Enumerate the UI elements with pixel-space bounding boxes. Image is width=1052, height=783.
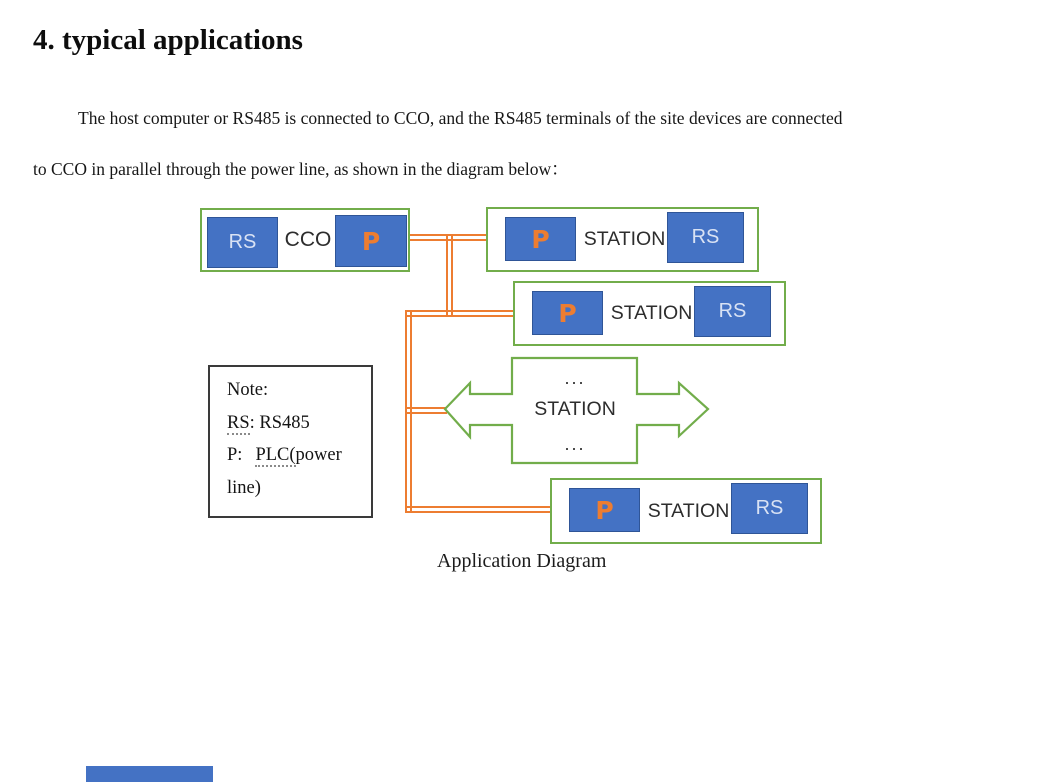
footer-accent-bar	[86, 766, 213, 782]
connector-to-station2	[405, 310, 515, 317]
diagram-caption: Application Diagram	[437, 550, 607, 572]
connector-to-arrow	[405, 407, 447, 414]
connector-trunk-upper	[446, 234, 453, 316]
note-rs-definition: : RS485	[249, 412, 310, 433]
note-last-line: line)	[227, 477, 261, 498]
note-rs-line	[227, 407, 371, 440]
station2-p-chip-label: P	[558, 298, 577, 328]
station2-plc-chip	[532, 291, 603, 335]
station2-rs-chip-label: RS	[718, 300, 747, 322]
more-stations-dots-bottom: ...	[564, 434, 586, 454]
station-box-2	[513, 281, 786, 346]
station3-plc-chip	[569, 488, 640, 532]
note-plc-rest: power	[295, 445, 342, 465]
note-rs-term: RS	[227, 412, 250, 433]
station1-rs-chip-label: RS	[691, 226, 720, 248]
connector-to-station3	[405, 506, 552, 513]
cco-label: CCO	[284, 228, 332, 251]
station2-rs485-chip	[694, 286, 771, 337]
station3-p-chip-label: P	[595, 495, 614, 525]
cco-box	[200, 208, 410, 272]
station-box-3	[550, 478, 822, 544]
station3-label: STATION	[647, 499, 730, 522]
note-p-line	[227, 439, 371, 472]
cco-p-chip-label: P	[361, 226, 381, 256]
note-plc-term: PLC(	[255, 445, 296, 465]
body-text-line-2: to CCO in parallel through the power line, as shown in the diagram below：	[33, 159, 569, 179]
note-p-term: P:	[227, 445, 243, 465]
station3-rs-chip-label: RS	[755, 497, 784, 519]
station2-label: STATION	[610, 302, 693, 324]
body-text-line-1: The host computer or RS485 is connected to CCO, and the RS485 terminals of the site devices are connected	[78, 108, 843, 128]
station3-rs485-chip	[731, 483, 808, 534]
cco-rs485-chip	[207, 217, 278, 268]
note-box	[208, 365, 373, 518]
cco-rs-chip-label: RS	[228, 231, 257, 253]
station1-label: STATION	[583, 228, 666, 250]
note-title: Note:	[227, 380, 269, 400]
station1-plc-chip	[505, 217, 576, 261]
more-stations-label: STATION	[534, 398, 616, 420]
more-stations-dots-top: ...	[564, 368, 586, 388]
cco-plc-chip	[335, 215, 407, 267]
section-heading: 4. typical applications	[33, 24, 303, 56]
station-box-1	[486, 207, 759, 272]
station1-p-chip-label: P	[531, 224, 550, 254]
station1-rs485-chip	[667, 212, 744, 263]
